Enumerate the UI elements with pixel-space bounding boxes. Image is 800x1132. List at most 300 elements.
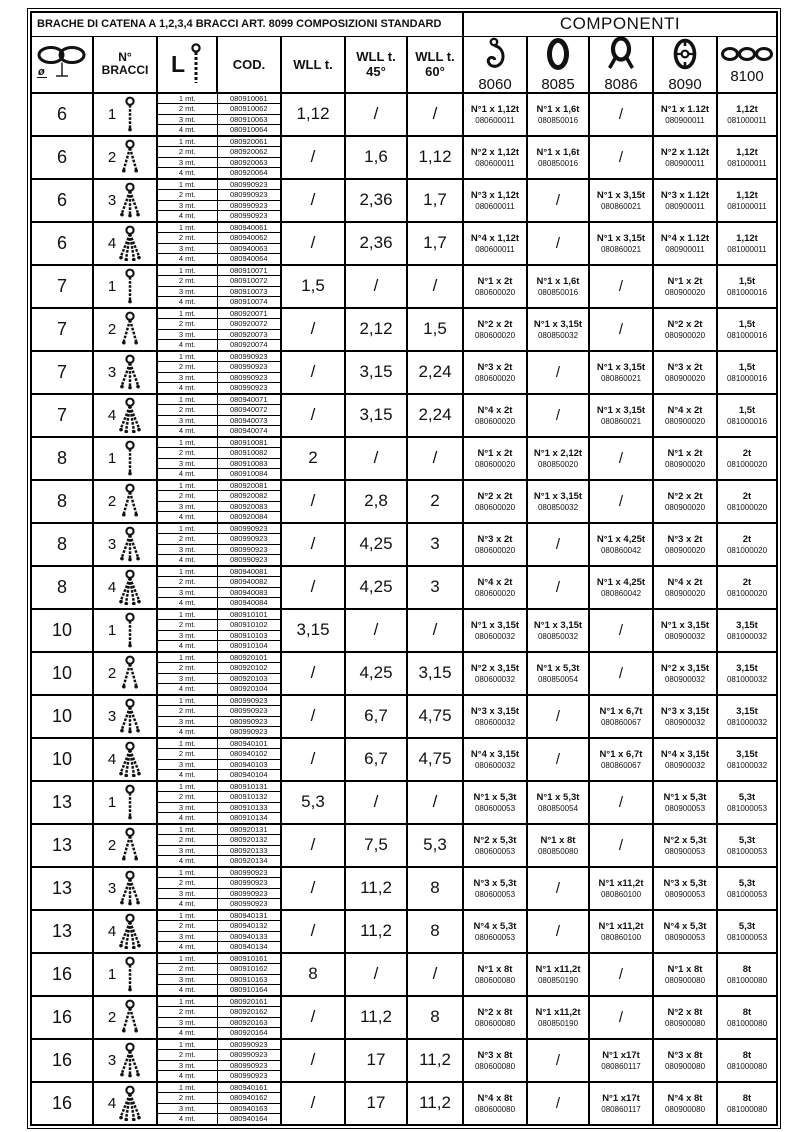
code-cell: 080990923 bbox=[217, 727, 281, 738]
component-code: 080850190 bbox=[537, 975, 579, 985]
wll60-cell: 2,24 bbox=[407, 351, 463, 394]
length-cell: 3 mt. bbox=[157, 974, 217, 985]
component-qty: N°4 x 8t bbox=[667, 1092, 703, 1104]
component-qty: N°4 x 2t bbox=[477, 404, 513, 416]
code-cell: 080910164 bbox=[217, 985, 281, 996]
code-cell: 080920072 bbox=[217, 318, 281, 329]
length-cell: 4 mt. bbox=[157, 426, 217, 437]
code-cell: 080910161 bbox=[217, 953, 281, 964]
component-cell-8060 bbox=[463, 523, 527, 566]
sling-legs-icon bbox=[118, 526, 142, 562]
table-row bbox=[31, 566, 777, 609]
length-cell: 3 mt. bbox=[157, 200, 217, 211]
component-cell-8060 bbox=[463, 179, 527, 222]
code-cell: 080920163 bbox=[217, 1017, 281, 1028]
component-qty: N°1 x 1,12t bbox=[470, 103, 520, 115]
component-code: 080850016 bbox=[537, 158, 579, 168]
code-cell: 080990923 bbox=[217, 179, 281, 190]
code-cell: 080990923 bbox=[217, 716, 281, 727]
bracci-cell bbox=[93, 566, 157, 609]
bracci-cell bbox=[93, 652, 157, 695]
component-qty: N°3 x 3,15t bbox=[470, 705, 520, 717]
component-cell-8100 bbox=[717, 222, 777, 265]
length-cell: 4 mt. bbox=[157, 856, 217, 867]
component-code: 080900020 bbox=[664, 373, 706, 383]
component-cell-8100 bbox=[717, 265, 777, 308]
wll45-cell: / bbox=[345, 265, 407, 308]
component-cell-8060 bbox=[463, 781, 527, 824]
comp-8090-label: 8090 bbox=[668, 75, 702, 93]
wll45-cell: 17 bbox=[345, 1039, 407, 1082]
length-cell: 4 mt. bbox=[157, 727, 217, 738]
length-cell: 1 mt. bbox=[157, 437, 217, 448]
component-code: 080900080 bbox=[664, 975, 706, 985]
component-qty: N°1 x 3,15t bbox=[470, 619, 520, 631]
bracci-cell bbox=[93, 867, 157, 910]
code-cell: 080920133 bbox=[217, 845, 281, 856]
sling-legs-icon bbox=[118, 698, 142, 734]
length-cell: 1 mt. bbox=[157, 824, 217, 835]
component-qty: / bbox=[555, 750, 561, 768]
length-cell: 3 mt. bbox=[157, 501, 217, 512]
component-cell-8086 bbox=[589, 781, 653, 824]
component-qty: N°1 x 1.12t bbox=[660, 103, 710, 115]
component-cell-8100 bbox=[717, 351, 777, 394]
component-code: 080600080 bbox=[474, 975, 516, 985]
chain-sling-table bbox=[30, 11, 778, 1126]
component-cell-8090 bbox=[653, 394, 717, 437]
component-cell-8100 bbox=[717, 738, 777, 781]
component-qty: 1,5t bbox=[738, 275, 756, 287]
length-cell: 4 mt. bbox=[157, 469, 217, 480]
bracci-cell bbox=[93, 738, 157, 781]
component-code: 080850190 bbox=[537, 1018, 579, 1028]
component-qty: / bbox=[618, 148, 624, 166]
component-qty: N°1 x 4,25t bbox=[596, 576, 646, 588]
bracci-cell bbox=[93, 179, 157, 222]
hook-icon bbox=[482, 37, 508, 71]
wll45-cell: / bbox=[345, 437, 407, 480]
component-cell-8100 bbox=[717, 308, 777, 351]
bracci-count: 1 bbox=[107, 621, 117, 639]
component-qty: N°1 x 3,15t bbox=[596, 361, 646, 373]
component-code: 081000016 bbox=[726, 330, 768, 340]
length-cell: 1 mt. bbox=[157, 738, 217, 749]
table-row bbox=[31, 781, 777, 824]
code-cell: 080990923 bbox=[217, 695, 281, 706]
component-cell-8100 bbox=[717, 93, 777, 136]
code-cell: 080940084 bbox=[217, 598, 281, 609]
component-code: 080900011 bbox=[665, 115, 705, 125]
bracci-count: 2 bbox=[107, 320, 117, 338]
component-cell-8090 bbox=[653, 351, 717, 394]
diameter-cell: 7 bbox=[31, 351, 93, 394]
length-cell: 1 mt. bbox=[157, 910, 217, 921]
component-cell-8090 bbox=[653, 1039, 717, 1082]
length-cell: 3 mt. bbox=[157, 888, 217, 899]
col-header-8090 bbox=[653, 36, 717, 93]
sling-legs-icon bbox=[118, 1085, 142, 1121]
component-qty: N°1 x 3,15t bbox=[660, 619, 710, 631]
component-cell-8085 bbox=[527, 136, 589, 179]
component-code: 080860021 bbox=[600, 373, 642, 383]
component-cell-8100 bbox=[717, 867, 777, 910]
wll60-cell: 8 bbox=[407, 910, 463, 953]
component-qty: 5,3t bbox=[738, 877, 756, 889]
code-cell: 080940064 bbox=[217, 254, 281, 265]
component-qty: N°4 x 8t bbox=[477, 1092, 513, 1104]
length-cell: 2 mt. bbox=[157, 963, 217, 974]
component-cell-8086 bbox=[589, 910, 653, 953]
component-code: 081000020 bbox=[726, 502, 768, 512]
bracci-count: 3 bbox=[107, 879, 117, 897]
component-qty: N°4 x 1.12t bbox=[660, 232, 710, 244]
component-qty: N°2 x 1,12t bbox=[470, 146, 520, 158]
bracci-cell bbox=[93, 695, 157, 738]
component-qty: 2t bbox=[742, 576, 752, 588]
component-qty: / bbox=[555, 1094, 561, 1112]
code-cell: 080910134 bbox=[217, 813, 281, 824]
length-cell: 1 mt. bbox=[157, 394, 217, 405]
length-cell: 3 mt. bbox=[157, 415, 217, 426]
code-cell: 080940133 bbox=[217, 931, 281, 942]
component-code: 080600020 bbox=[474, 373, 516, 383]
component-qty: N°1 x 5,3t bbox=[536, 791, 580, 803]
component-qty: N°3 x 2t bbox=[667, 533, 703, 545]
component-code: 081000032 bbox=[726, 631, 768, 641]
code-cell: 080940063 bbox=[217, 243, 281, 254]
component-cell-8060 bbox=[463, 93, 527, 136]
component-cell-8085 bbox=[527, 351, 589, 394]
code-cell: 080990923 bbox=[217, 1071, 281, 1082]
component-qty: N°3 x 2t bbox=[667, 361, 703, 373]
wll60-cell: 3,15 bbox=[407, 652, 463, 695]
length-cell: 4 mt. bbox=[157, 899, 217, 910]
component-cell-8086 bbox=[589, 609, 653, 652]
sling-legs-icon bbox=[118, 397, 142, 433]
connecting-link-icon bbox=[672, 37, 698, 71]
component-qty: 1,5t bbox=[738, 404, 756, 416]
length-cell: 1 mt. bbox=[157, 93, 217, 104]
diameter-cell: 13 bbox=[31, 867, 93, 910]
comp-8060-label: 8060 bbox=[478, 75, 512, 93]
component-cell-8085 bbox=[527, 179, 589, 222]
bracci-cell bbox=[93, 910, 157, 953]
component-qty: 3,15t bbox=[736, 662, 758, 674]
component-qty: N°2 x 2t bbox=[477, 490, 513, 502]
component-qty: N°1 x 2t bbox=[667, 275, 703, 287]
code-cell: 080990923 bbox=[217, 544, 281, 555]
length-cell: 4 mt. bbox=[157, 512, 217, 523]
code-cell: 080990923 bbox=[217, 211, 281, 222]
component-qty: / bbox=[555, 707, 561, 725]
diameter-cell: 16 bbox=[31, 953, 93, 996]
code-cell: 080910103 bbox=[217, 630, 281, 641]
component-qty: N°4 x 2t bbox=[667, 404, 703, 416]
bracci-count: 3 bbox=[107, 707, 117, 725]
component-cell-8100 bbox=[717, 523, 777, 566]
component-cell-8060 bbox=[463, 910, 527, 953]
component-qty: N°1 x 1,6t bbox=[536, 103, 580, 115]
col-header-8086 bbox=[589, 36, 653, 93]
component-cell-8060 bbox=[463, 351, 527, 394]
component-qty: N°2 x 2t bbox=[477, 318, 513, 330]
wll-cell: / bbox=[281, 996, 345, 1039]
length-cell: 2 mt. bbox=[157, 318, 217, 329]
component-code: 081000053 bbox=[726, 803, 768, 813]
component-code: 080600011 bbox=[475, 158, 515, 168]
component-cell-8086 bbox=[589, 394, 653, 437]
diameter-cell: 16 bbox=[31, 996, 93, 1039]
bracci-cell bbox=[93, 1082, 157, 1125]
component-qty: / bbox=[555, 234, 561, 252]
component-code: 081000053 bbox=[726, 846, 768, 856]
code-cell: 080990923 bbox=[217, 899, 281, 910]
code-cell: 080920164 bbox=[217, 1028, 281, 1039]
component-qty: N°1 x 2t bbox=[667, 447, 703, 459]
component-code: 080900032 bbox=[664, 674, 706, 684]
table-row bbox=[31, 265, 777, 308]
length-cell: 3 mt. bbox=[157, 372, 217, 383]
code-cell: 080920131 bbox=[217, 824, 281, 835]
length-cell: 4 mt. bbox=[157, 1114, 217, 1125]
comp-8100-label: 8100 bbox=[730, 67, 764, 85]
bracci-cell bbox=[93, 781, 157, 824]
component-qty: N°1 x 8t bbox=[667, 963, 703, 975]
length-cell: 2 mt. bbox=[157, 404, 217, 415]
length-cell: 1 mt. bbox=[157, 609, 217, 620]
code-cell: 080940073 bbox=[217, 415, 281, 426]
component-code: 080600020 bbox=[474, 588, 516, 598]
length-cell: 4 mt. bbox=[157, 340, 217, 351]
component-code: 080850032 bbox=[537, 330, 579, 340]
component-cell-8090 bbox=[653, 953, 717, 996]
bracci-count: 1 bbox=[107, 277, 117, 295]
component-cell-8086 bbox=[589, 566, 653, 609]
code-cell: 080940103 bbox=[217, 759, 281, 770]
length-cell: 1 mt. bbox=[157, 953, 217, 964]
component-cell-8060 bbox=[463, 1082, 527, 1125]
component-cell-8060 bbox=[463, 867, 527, 910]
length-cell: 4 mt. bbox=[157, 684, 217, 695]
table-row bbox=[31, 136, 777, 179]
component-code: 080600053 bbox=[474, 889, 516, 899]
component-qty: N°1 x 4,25t bbox=[596, 533, 646, 545]
component-cell-8086 bbox=[589, 996, 653, 1039]
component-code: 080600011 bbox=[475, 115, 515, 125]
component-qty: / bbox=[555, 191, 561, 209]
length-cell: 3 mt. bbox=[157, 587, 217, 598]
bracci-count: 1 bbox=[107, 105, 117, 123]
code-cell: 080940164 bbox=[217, 1114, 281, 1125]
wll45-cell: 2,36 bbox=[345, 179, 407, 222]
code-cell: 080920161 bbox=[217, 996, 281, 1007]
sling-legs-icon bbox=[118, 956, 142, 992]
length-cell: 1 mt. bbox=[157, 179, 217, 190]
wll45-label: WLL t. 45° bbox=[356, 49, 396, 79]
component-qty: N°3 x 5,3t bbox=[663, 877, 707, 889]
component-code: 080900011 bbox=[665, 244, 705, 254]
component-qty: / bbox=[618, 621, 624, 639]
component-code: 080900032 bbox=[664, 717, 706, 727]
length-cell: 4 mt. bbox=[157, 297, 217, 308]
component-qty: 1,5t bbox=[738, 361, 756, 373]
component-code: 080850080 bbox=[537, 846, 579, 856]
component-qty: N°1 x11,2t bbox=[598, 877, 644, 889]
component-code: 080900020 bbox=[664, 416, 706, 426]
code-cell: 080920061 bbox=[217, 136, 281, 147]
component-cell-8086 bbox=[589, 351, 653, 394]
component-qty: N°1 x 3,15t bbox=[596, 189, 646, 201]
component-code: 081000020 bbox=[726, 545, 768, 555]
component-code: 080600080 bbox=[474, 1018, 516, 1028]
component-code: 081000020 bbox=[726, 588, 768, 598]
component-code: 081000016 bbox=[726, 416, 768, 426]
component-code: 081000032 bbox=[726, 760, 768, 770]
component-cell-8086 bbox=[589, 523, 653, 566]
component-code: 080860117 bbox=[601, 1104, 641, 1114]
component-cell-8090 bbox=[653, 308, 717, 351]
table-row bbox=[31, 910, 777, 953]
table-row bbox=[31, 437, 777, 480]
componenti-title: COMPONENTI bbox=[463, 12, 777, 36]
bracci-count: 4 bbox=[107, 922, 117, 940]
component-cell-8100 bbox=[717, 609, 777, 652]
component-code: 080900020 bbox=[664, 588, 706, 598]
component-cell-8100 bbox=[717, 824, 777, 867]
wll45-cell: 4,25 bbox=[345, 566, 407, 609]
component-code: 080900032 bbox=[664, 631, 706, 641]
component-code: 080600032 bbox=[474, 631, 516, 641]
wll-cell: / bbox=[281, 1082, 345, 1125]
bracci-cell bbox=[93, 996, 157, 1039]
bracci-count: 4 bbox=[107, 406, 117, 424]
table-row bbox=[31, 652, 777, 695]
length-label: L bbox=[170, 50, 186, 77]
component-code: 080600020 bbox=[474, 502, 516, 512]
code-cell: 080990923 bbox=[217, 189, 281, 200]
length-cell: 2 mt. bbox=[157, 1006, 217, 1017]
component-qty: / bbox=[555, 535, 561, 553]
component-cell-8090 bbox=[653, 910, 717, 953]
diameter-cell: 8 bbox=[31, 437, 93, 480]
code-cell: 080910071 bbox=[217, 265, 281, 276]
component-code: 081000020 bbox=[726, 459, 768, 469]
table-row bbox=[31, 996, 777, 1039]
comp-8086-label: 8086 bbox=[604, 75, 638, 93]
diameter-cell: 13 bbox=[31, 824, 93, 867]
diameter-cell: 10 bbox=[31, 695, 93, 738]
code-cell: 080940072 bbox=[217, 404, 281, 415]
component-cell-8060 bbox=[463, 222, 527, 265]
component-qty: N°1 x11,2t bbox=[535, 1006, 581, 1018]
length-cell: 4 mt. bbox=[157, 555, 217, 566]
component-code: 081000053 bbox=[726, 889, 768, 899]
component-cell-8060 bbox=[463, 996, 527, 1039]
component-code: 080900020 bbox=[664, 502, 706, 512]
component-qty: / bbox=[555, 922, 561, 940]
length-cell: 4 mt. bbox=[157, 211, 217, 222]
length-cell: 2 mt. bbox=[157, 576, 217, 587]
component-cell-8100 bbox=[717, 394, 777, 437]
wll60-cell: / bbox=[407, 781, 463, 824]
component-cell-8100 bbox=[717, 652, 777, 695]
bracci-cell bbox=[93, 351, 157, 394]
code-cell: 080990923 bbox=[217, 1049, 281, 1060]
code-cell: 080940081 bbox=[217, 566, 281, 577]
sling-legs-icon bbox=[118, 784, 142, 820]
component-code: 081000032 bbox=[726, 674, 768, 684]
component-code: 080860100 bbox=[600, 889, 642, 899]
code-cell: 080910104 bbox=[217, 641, 281, 652]
component-qty: 5,3t bbox=[738, 920, 756, 932]
component-code: 080600011 bbox=[475, 244, 515, 254]
sling-legs-icon bbox=[118, 870, 142, 906]
sling-legs-icon bbox=[118, 440, 142, 476]
component-cell-8086 bbox=[589, 652, 653, 695]
component-qty: / bbox=[618, 320, 624, 338]
bracci-cell bbox=[93, 308, 157, 351]
length-cell: 2 mt. bbox=[157, 877, 217, 888]
component-code: 080900020 bbox=[664, 459, 706, 469]
length-cell: 1 mt. bbox=[157, 265, 217, 276]
wll-cell: 2 bbox=[281, 437, 345, 480]
col-header-wll45 bbox=[345, 36, 407, 93]
component-cell-8085 bbox=[527, 523, 589, 566]
length-cell: 1 mt. bbox=[157, 1039, 217, 1050]
sling-legs-icon bbox=[118, 139, 142, 175]
component-code: 080900053 bbox=[664, 889, 706, 899]
wll-cell: / bbox=[281, 480, 345, 523]
length-cell: 3 mt. bbox=[157, 630, 217, 641]
length-cell: 4 mt. bbox=[157, 641, 217, 652]
component-qty: N°1 x 3,15t bbox=[533, 490, 583, 502]
component-qty: N°3 x 2t bbox=[477, 361, 513, 373]
component-qty: 2t bbox=[742, 533, 752, 545]
component-qty: N°4 x 2t bbox=[667, 576, 703, 588]
component-qty: N°3 x 2t bbox=[477, 533, 513, 545]
sling-legs-icon bbox=[118, 225, 142, 261]
component-qty: 1,5t bbox=[738, 318, 756, 330]
length-cell: 3 mt. bbox=[157, 544, 217, 555]
component-qty: / bbox=[618, 664, 624, 682]
code-cell: 080920132 bbox=[217, 834, 281, 845]
table-row bbox=[31, 179, 777, 222]
bracci-count: 1 bbox=[107, 965, 117, 983]
bracci-count: 3 bbox=[107, 535, 117, 553]
wll60-label: WLL t. 60° bbox=[415, 49, 455, 79]
diameter-cell: 8 bbox=[31, 480, 93, 523]
code-cell: 080920081 bbox=[217, 480, 281, 491]
diameter-cell: 10 bbox=[31, 652, 93, 695]
component-qty: N°4 x 5,3t bbox=[663, 920, 707, 932]
code-cell: 080910162 bbox=[217, 963, 281, 974]
component-code: 080600053 bbox=[474, 803, 516, 813]
component-code: 080900080 bbox=[664, 1061, 706, 1071]
component-cell-8060 bbox=[463, 136, 527, 179]
component-qty: / bbox=[555, 363, 561, 381]
wll-cell: / bbox=[281, 179, 345, 222]
wll-cell: / bbox=[281, 351, 345, 394]
code-cell: 080990923 bbox=[217, 372, 281, 383]
code-cell: 080910133 bbox=[217, 802, 281, 813]
component-qty: N°1 x 8t bbox=[540, 834, 576, 846]
component-qty: N°2 x 2t bbox=[667, 490, 703, 502]
code-cell: 080910061 bbox=[217, 93, 281, 104]
component-cell-8100 bbox=[717, 566, 777, 609]
wll60-cell: 1,7 bbox=[407, 222, 463, 265]
component-cell-8086 bbox=[589, 222, 653, 265]
